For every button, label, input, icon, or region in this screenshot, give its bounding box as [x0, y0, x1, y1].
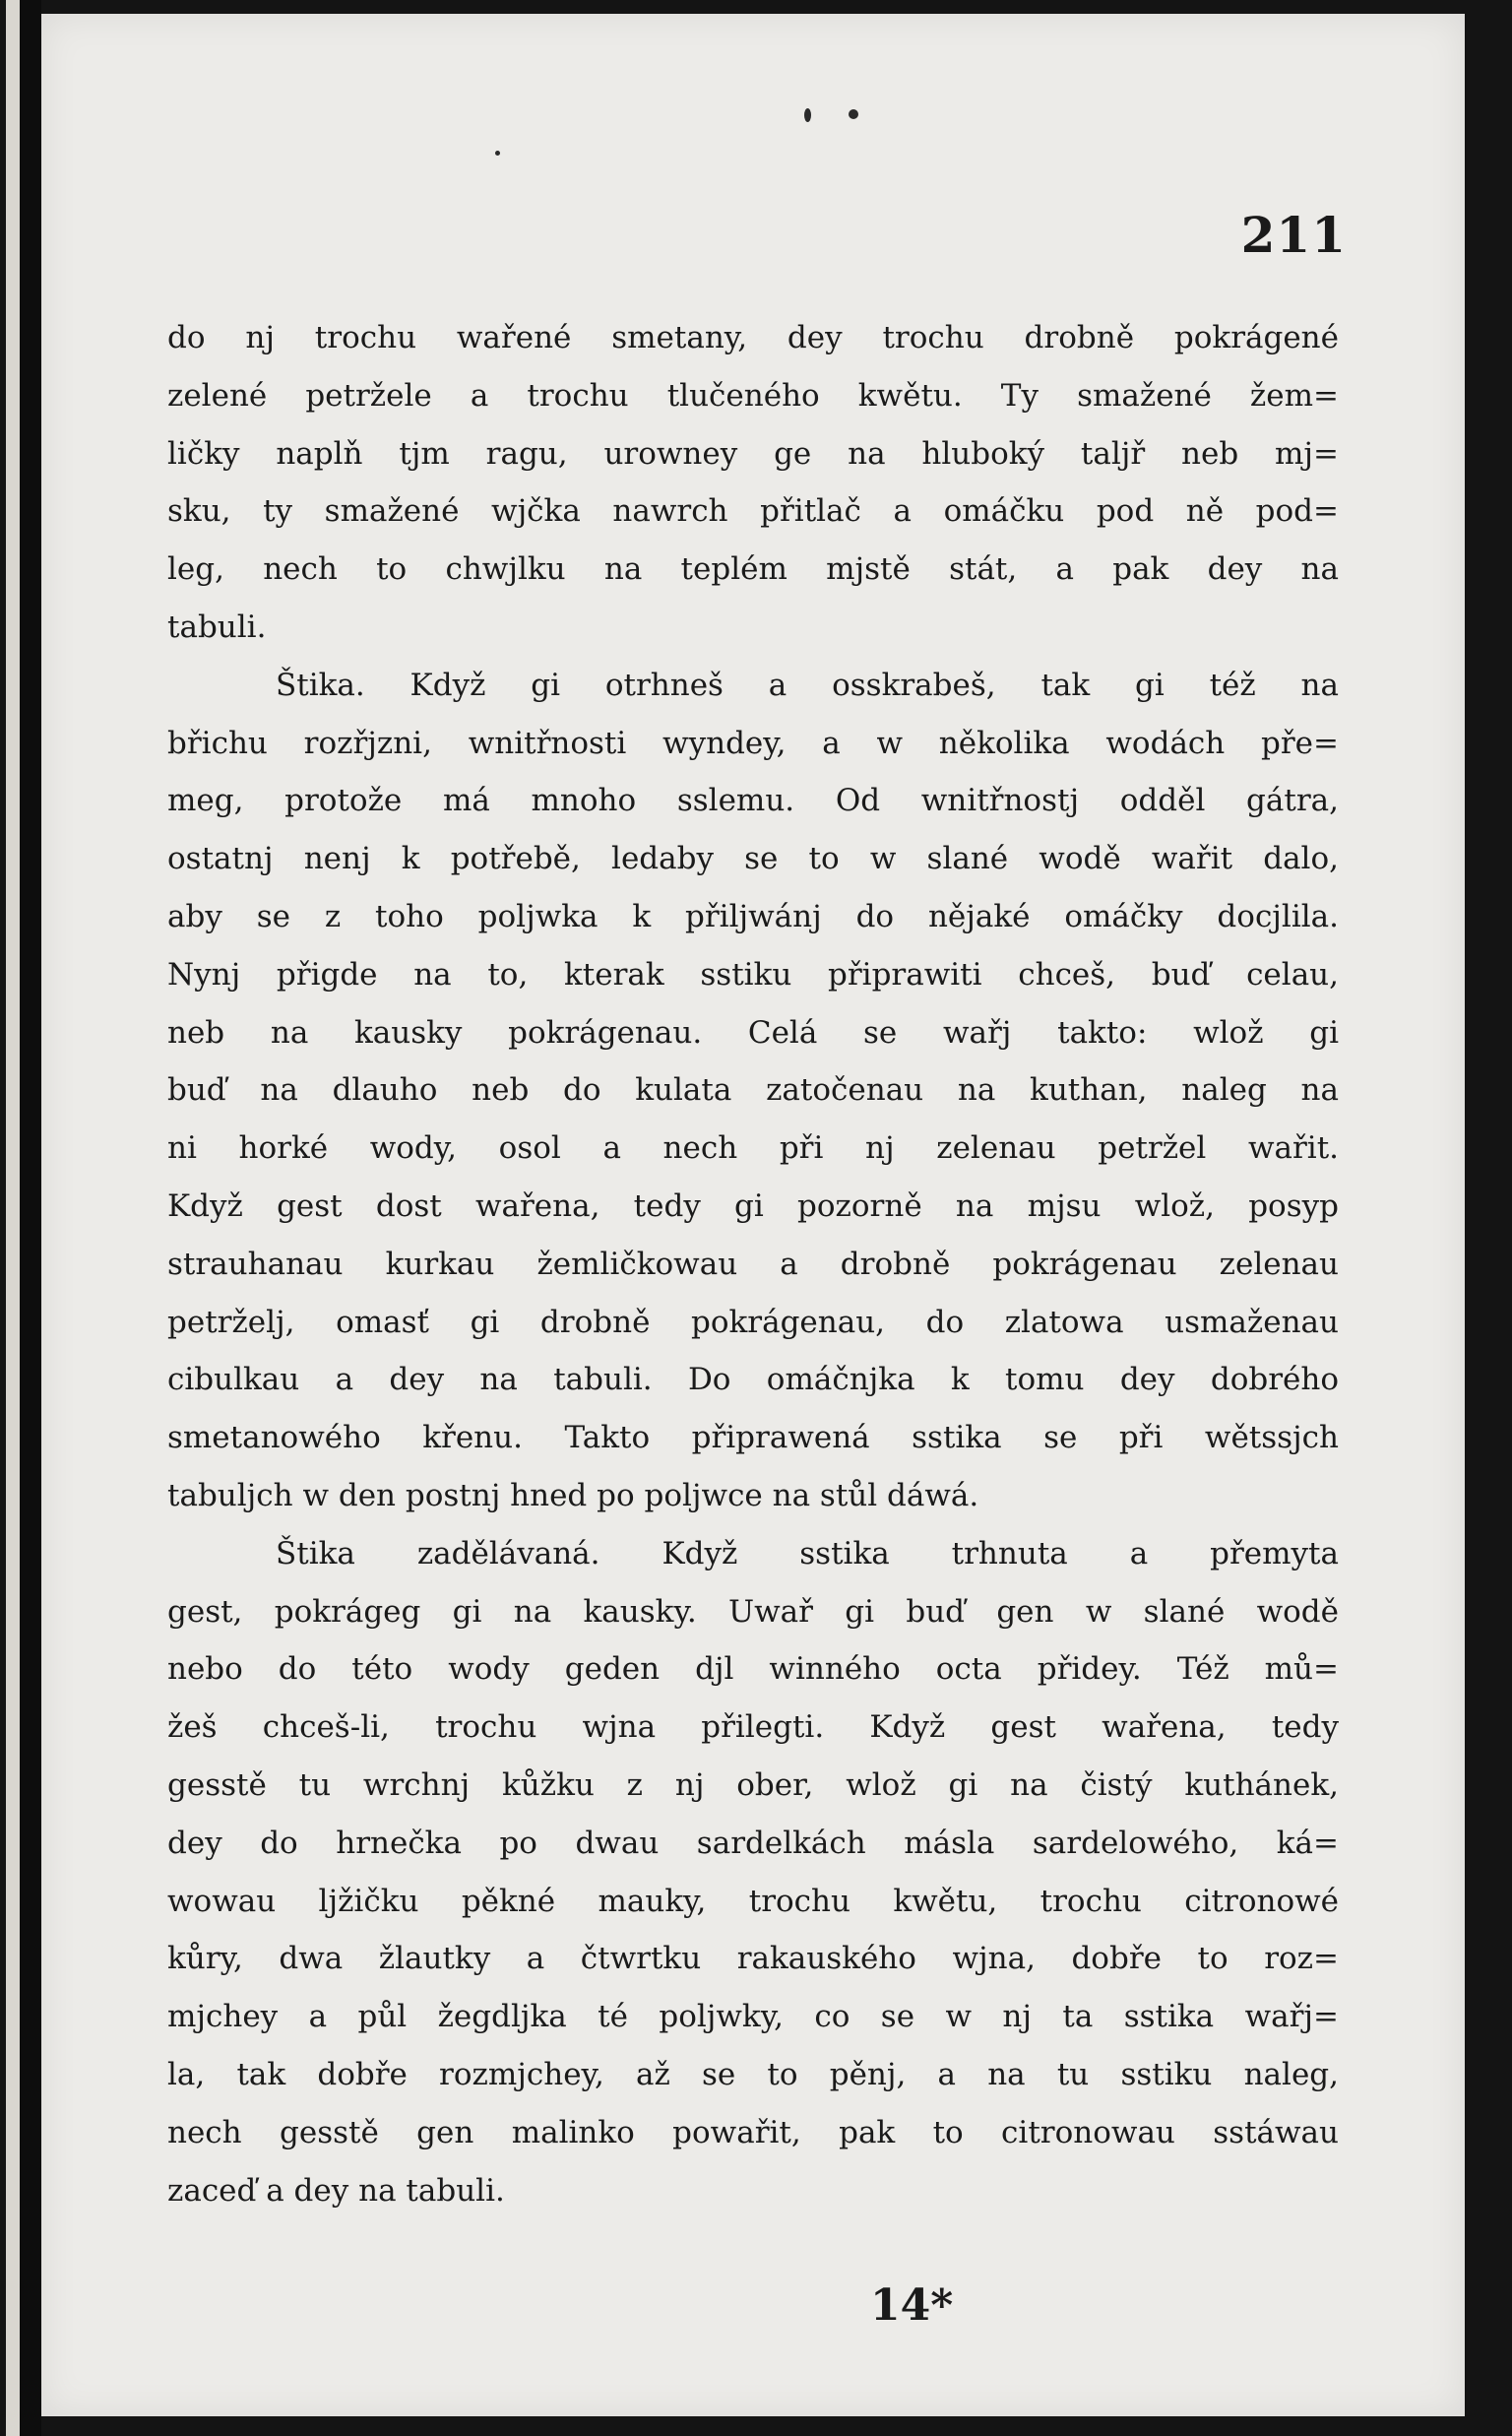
text-line: petrželj, omasť gi drobně pokrágenau, do zlatowa usmaženau [167, 1304, 1339, 1340]
text-line: mjchey a půl žegdljka té poljwky, co se w nj ta sstika wařj= [167, 1999, 1339, 2035]
text-line: Nynj přigde na to, kterak sstiku připrawiti chceš, buď celau, [167, 956, 1339, 993]
page-body-text [167, 309, 1339, 2219]
text-line: leg, nech to chwjlku na teplém mjstě stát, a pak dey na [167, 551, 1339, 588]
text-line: buď na dlauho neb do kulata zatočenau na kuthan, naleg na [167, 1072, 1339, 1109]
text-line: nech gesstě gen malinko powařit, pak to citronowau sstáwau [167, 2114, 1339, 2150]
text-line: zaceď a dey na tabuli. [167, 2172, 505, 2209]
speck-mark [804, 108, 811, 122]
text-line: sku, ty smažené wjčka nawrch přitlač a omáčku pod ně pod= [167, 493, 1339, 530]
text-line: meg, protože má mnoho sslemu. Od wnitřnostj odděl gátra, [167, 783, 1339, 819]
section-heading-line: Štika zadělávaná. Když sstika trhnuta a přemyta [276, 1535, 1339, 1571]
speck-mark [849, 109, 858, 119]
text-line: ostatnj nenj k potřebě, ledaby se to w slané wodě wařit dalo, [167, 841, 1339, 877]
text-line: ličky naplň tjm ragu, urowney ge na hluboký taljř neb mj= [167, 435, 1339, 472]
text-line: dey do hrnečka po dwau sardelkách másla sardelowého, ká= [167, 1825, 1339, 1861]
signature-mark: 14* [870, 2280, 954, 2331]
text-line: strauhanau kurkau žemličkowau a drobně pokrágenau zelenau [167, 1246, 1339, 1282]
text-line: tabuli. [167, 609, 267, 645]
text-line: Když gest dost wařena, tedy gi pozorně na mjsu wlož, posyp [167, 1187, 1339, 1224]
text-line: aby se z toho poljwka k přiljwánj do nějaké omáčky docjlila. [167, 898, 1339, 934]
text-line: wowau ljžičku pěkné mauky, trochu kwětu, trochu citronowé [167, 1883, 1339, 1919]
text-line: cibulkau a dey na tabuli. Do omáčnjka k tomu dey dobrého [167, 1362, 1339, 1398]
scan-gutter-shadow [20, 0, 41, 2436]
text-line: tabuljch w den postnj hned po poljwce na stůl dáwá. [167, 1477, 979, 1513]
section-heading-line: Štika. Když gi otrhneš a osskrabeš, tak gi též na [276, 667, 1339, 703]
book-page [41, 14, 1465, 2416]
text-line: smetanowého křenu. Takto připrawená sstika se při wětssjch [167, 1420, 1339, 1456]
text-line: kůry, dwa žlautky a čtwrtku rakauského wjna, dobře to roz= [167, 1941, 1339, 1977]
text-line: do nj trochu wařené smetany, dey trochu drobně pokrágené [167, 320, 1339, 355]
text-line: žeš chceš-li, trochu wjna přilegti. Když gest wařena, tedy [167, 1709, 1339, 1746]
page-number: 211 [1240, 206, 1347, 264]
scan-left-edge [6, 0, 20, 2436]
text-line: gesstě tu wrchnj kůžku z nj ober, wlož gi na čistý kuthánek, [167, 1766, 1339, 1803]
text-line: zelené petržele a trochu tlučeného kwětu. Ty smažené žem= [167, 377, 1339, 414]
speck-mark [495, 151, 500, 156]
text-line: gest, pokrágeg gi na kausky. Uwař gi buď gen w slané wodě [167, 1593, 1339, 1630]
text-line: nebo do této wody geden djl winného octa přidey. Též mů= [167, 1651, 1339, 1688]
text-line: la, tak dobře rozmjchey, až se to pěnj, a na tu sstiku naleg, [167, 2056, 1339, 2092]
text-line: neb na kausky pokrágenau. Celá se wařj takto: wlož gi [167, 1014, 1339, 1051]
text-line: ni horké wody, osol a nech při nj zelenau petržel wařit. [167, 1130, 1339, 1167]
text-line: břichu rozřjzni, wnitřnosti wyndey, a w několika wodách pře= [167, 725, 1339, 761]
